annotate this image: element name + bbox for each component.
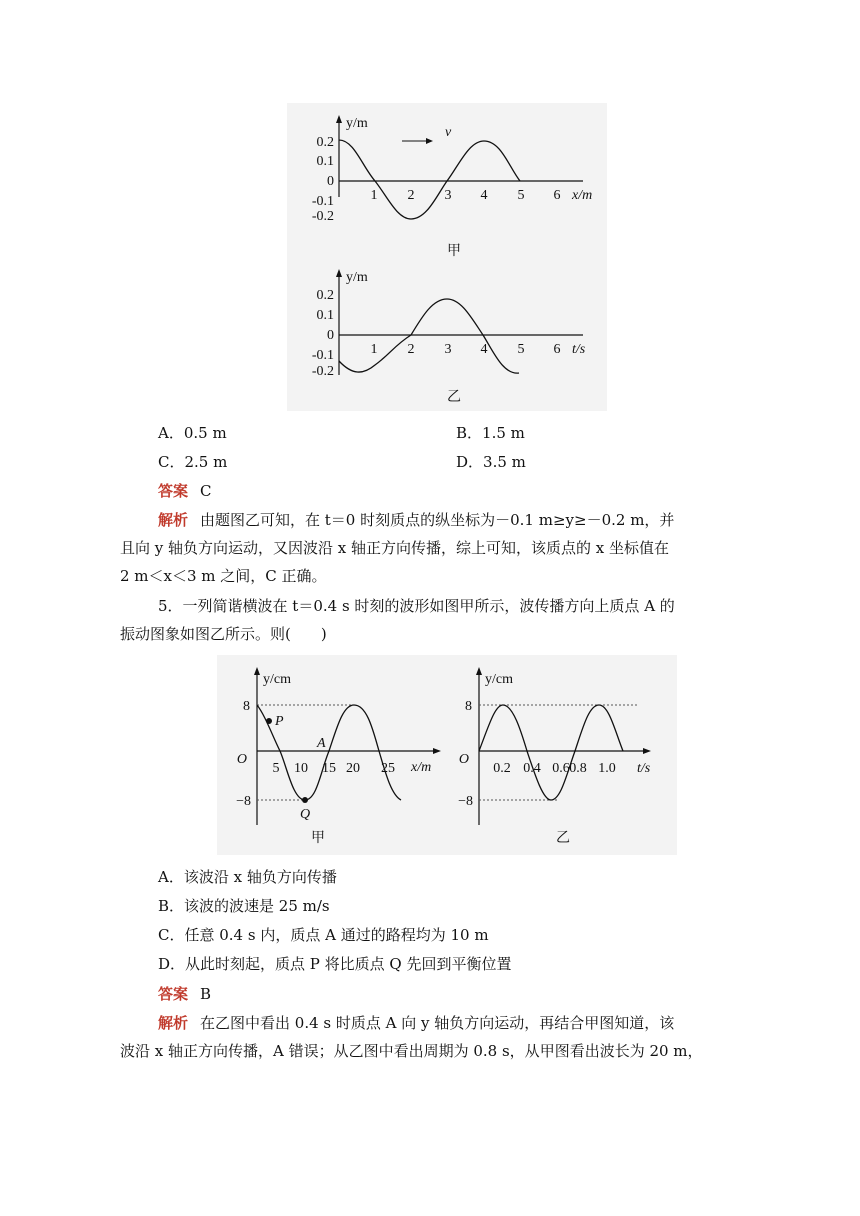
x-tick: 4	[480, 188, 488, 203]
y-axis-label: y/m	[346, 270, 368, 285]
x-axis-arrow-icon	[433, 748, 441, 754]
q5-answer	[158, 983, 211, 1005]
y-tick: 0	[327, 328, 334, 343]
option-letter: B．	[456, 424, 483, 442]
q5-graph-jia	[236, 667, 441, 846]
q5-stem	[120, 592, 740, 648]
q4-option-d	[456, 451, 526, 473]
y-axis-label: y/m	[346, 116, 368, 131]
q4-answer	[158, 480, 212, 502]
analysis-line: 由题图乙可知，在 t＝0 时刻质点的纵坐标为－0.1 m≥y≥－0.2 m，并	[200, 511, 675, 529]
y-axis-label: y/cm	[263, 672, 291, 687]
analysis-line: 2 m＜x＜3 m 之间，C 正确。	[120, 567, 327, 585]
stem-line: 振动图象如图乙所示。则( )	[120, 625, 327, 643]
y-tick: -0.1	[311, 194, 334, 209]
y-axis-label: y/cm	[485, 672, 513, 687]
y-axis-arrow-icon	[254, 667, 260, 675]
t-axis-label: t/s	[637, 761, 651, 776]
answer-value: B	[200, 985, 212, 1003]
option-letter: A．	[158, 424, 184, 442]
q4-figure-svg	[287, 103, 607, 411]
q5-figure	[217, 655, 677, 855]
y-tick: 0.1	[316, 308, 334, 323]
x-tick: 0.6	[552, 761, 570, 776]
x-tick: 5	[272, 761, 280, 776]
caption: 乙	[556, 831, 570, 846]
stem-line: 5．一列简谐横波在 t＝0.4 s 时刻的波形如图甲所示，波传播方向上质点 A 的	[158, 597, 675, 615]
point-q-label: Q	[300, 807, 311, 822]
q5-analysis	[120, 1009, 740, 1065]
answer-label: 答案	[158, 985, 189, 1003]
option-text: 3.5 m	[483, 453, 526, 471]
q4-graph-yi	[312, 269, 586, 405]
point-p-dot	[266, 718, 272, 724]
y-tick: 0.1	[316, 154, 334, 169]
x-tick: 6	[553, 342, 561, 357]
q5-option-b: B．该波的波速是 25 m/s	[158, 897, 330, 915]
q5-option-c: C．任意 0.4 s 内，质点 A 通过的路程均为 10 m	[158, 926, 489, 944]
t-axis-arrow-icon	[643, 748, 651, 754]
x-tick: 1	[370, 342, 378, 357]
x-tick: 0.4	[523, 761, 541, 776]
x-tick: 15	[322, 761, 336, 776]
x-axis-label: x/m	[411, 760, 432, 775]
analysis-line: 波沿 x 轴正方向传播，A 错误；从乙图中看出周期为 0.8 s，从甲图看出波长为 20 m，	[120, 1042, 703, 1060]
q4-graph-jia	[312, 115, 592, 259]
y-axis-arrow-icon	[336, 269, 342, 277]
y-tick: 0.2	[316, 135, 334, 150]
option-text: 1.5 m	[482, 424, 525, 442]
q4-option-b	[456, 422, 525, 444]
y-tick: 0.2	[316, 288, 334, 303]
point-a-label: A	[317, 736, 326, 751]
q4-option-c	[158, 451, 227, 473]
q5-graph-yi	[458, 667, 651, 846]
analysis-label: 解析	[158, 511, 189, 529]
wave-curve	[339, 140, 520, 219]
x-tick: 5	[517, 342, 525, 357]
y-tick: −8	[236, 794, 251, 809]
q4-option-a	[158, 422, 227, 444]
q5-option-a: A．该波沿 x 轴负方向传播	[158, 868, 337, 886]
point-q-dot	[302, 797, 308, 803]
option-letter: D．	[456, 453, 484, 471]
t-axis-label: t/s	[572, 342, 586, 357]
caption: 乙	[447, 390, 461, 405]
x-tick: 1.0	[598, 761, 616, 776]
y-axis-arrow-icon	[476, 667, 482, 675]
option-text: 0.5 m	[183, 424, 227, 442]
x-tick: 0.8	[569, 761, 587, 776]
q5-figure-svg	[217, 655, 677, 855]
x-tick: 10	[294, 761, 308, 776]
point-p-label: P	[275, 714, 284, 729]
x-tick: 2	[407, 342, 415, 357]
y-tick: 8	[465, 699, 472, 714]
arrow-head-icon	[426, 138, 433, 144]
origin-label: O	[458, 752, 469, 767]
caption: 甲	[311, 831, 325, 846]
x-tick: 4	[480, 342, 488, 357]
x-tick: 3	[444, 342, 452, 357]
option-text: 2.5 m	[184, 453, 228, 471]
vibration-curve	[479, 705, 623, 800]
vibration-curve	[339, 299, 519, 373]
y-tick: 0	[327, 174, 334, 189]
x-tick: 1	[370, 188, 378, 203]
option-letter: C．	[158, 453, 185, 471]
y-axis-arrow-icon	[336, 115, 342, 123]
analysis-line: 在乙图中看出 0.4 s 时质点 A 向 y 轴负方向运动，再结合甲图知道，该	[200, 1014, 675, 1032]
q4-analysis	[120, 506, 740, 590]
y-tick: -0.2	[311, 209, 334, 224]
origin-label: O	[236, 752, 247, 767]
y-tick: -0.2	[311, 364, 334, 379]
arrow-label: v	[445, 125, 452, 140]
answer-value: C	[200, 482, 212, 500]
q5-option-d: D．从此时刻起，质点 P 将比质点 Q 先回到平衡位置	[158, 955, 512, 973]
analysis-label: 解析	[158, 1014, 189, 1032]
answer-label: 答案	[158, 482, 189, 500]
x-tick: 6	[553, 188, 561, 203]
x-tick: 2	[407, 188, 415, 203]
q4-figure	[287, 103, 607, 411]
y-tick: -0.1	[311, 348, 334, 363]
x-axis-label: x/m	[572, 188, 593, 203]
x-tick: 25	[381, 761, 395, 776]
analysis-line: 且向 y 轴负方向运动，又因波沿 x 轴正方向传播，综上可知，该质点的 x 坐标值在	[120, 539, 670, 557]
x-tick: 0.2	[493, 761, 511, 776]
caption: 甲	[447, 244, 461, 259]
x-tick: 5	[517, 188, 525, 203]
y-tick: −8	[458, 794, 473, 809]
x-tick: 20	[346, 761, 360, 776]
x-tick: 3	[444, 188, 452, 203]
y-tick: 8	[243, 699, 250, 714]
